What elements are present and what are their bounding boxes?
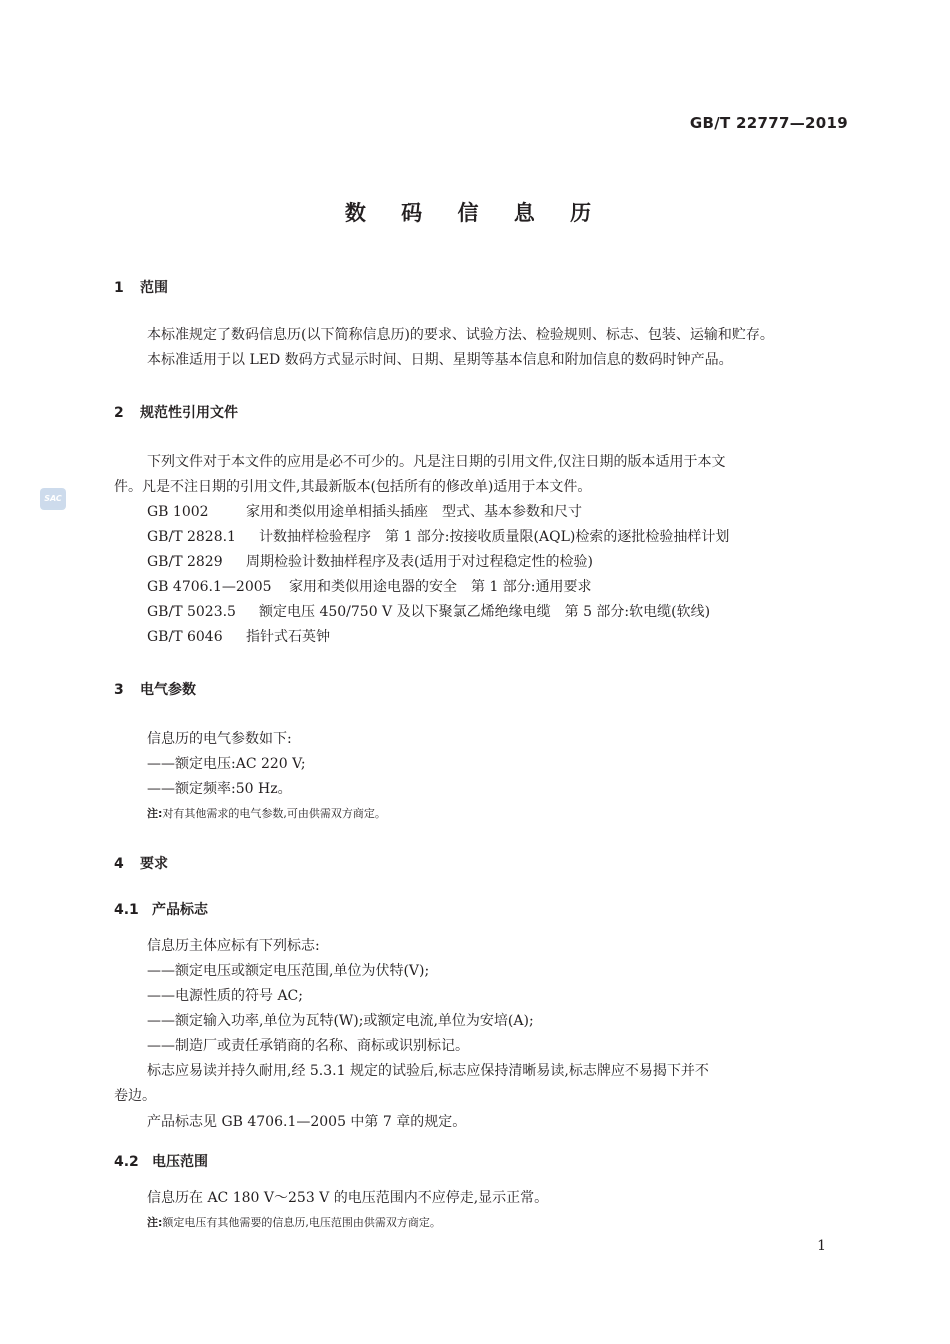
- normative-intro-line-2: 件。凡是不注日期的引用文件,其最新版本(包括所有的修改单)适用于本文件。: [114, 479, 592, 495]
- electrical-item: ——额定电压:AC 220 V;: [147, 756, 306, 772]
- standard-code: GB/T 22777—2019: [689, 114, 848, 132]
- reference-item: [147, 500, 582, 525]
- reference-item: [147, 575, 592, 600]
- reference-code: GB/T 5023.5: [147, 604, 236, 620]
- section-3-heading: [114, 679, 196, 699]
- note-label: 注:: [147, 1216, 163, 1229]
- section-title: 电压范围: [152, 1154, 208, 1170]
- section-number: 2: [114, 405, 124, 421]
- reference-title: 指针式石英钟: [246, 629, 330, 645]
- marking-durability-line-2: 卷边。: [114, 1088, 156, 1104]
- electrical-note: [147, 805, 386, 821]
- reference-title: 家用和类似用途单相插头插座 型式、基本参数和尺寸: [246, 504, 582, 520]
- scope-paragraph-2: 本标准适用于以 LED 数码方式显示时间、日期、星期等基本信息和附加信息的数码时钟产品。: [147, 352, 733, 368]
- voltage-range-note: [147, 1214, 441, 1230]
- section-number: 1: [114, 280, 124, 296]
- marking-item: ——额定电压或额定电压范围,单位为伏特(V);: [147, 963, 430, 979]
- note-text: 对有其他需求的电气参数,可由供需双方商定。: [162, 807, 386, 820]
- section-2-heading: [114, 402, 238, 422]
- section-title: 要求: [140, 856, 168, 872]
- reference-code: GB/T 2829: [147, 554, 223, 570]
- marking-item: ——电源性质的符号 AC;: [147, 988, 303, 1004]
- section-4-2-heading: [114, 1151, 208, 1171]
- section-1-heading: [114, 277, 168, 297]
- electrical-intro: 信息历的电气参数如下:: [147, 731, 292, 747]
- reference-code: GB 4706.1—2005: [147, 579, 272, 595]
- marking-intro: 信息历主体应标有下列标志:: [147, 938, 320, 954]
- section-title: 范围: [140, 280, 168, 296]
- section-4-1-heading: [114, 899, 208, 919]
- marking-item: ——制造厂或责任承销商的名称、商标或识别标记。: [147, 1038, 469, 1054]
- reference-code: GB 1002: [147, 504, 209, 520]
- section-4-heading: [114, 853, 168, 873]
- section-number: 3: [114, 682, 124, 698]
- marking-reference: 产品标志见 GB 4706.1—2005 中第 7 章的规定。: [147, 1114, 467, 1130]
- reference-title: 计数抽样检验程序 第 1 部分:按接收质量限(AQL)检索的逐批检验抽样计划: [259, 529, 730, 545]
- reference-title: 额定电压 450/750 V 及以下聚氯乙烯绝缘电缆 第 5 部分:软电缆(软线): [259, 604, 711, 620]
- section-number: 4.1: [114, 902, 139, 918]
- electrical-item: ——额定频率:50 Hz。: [147, 781, 292, 797]
- note-label: 注:: [147, 807, 163, 820]
- section-title: 产品标志: [152, 902, 208, 918]
- document-title: 数 码 信 息 历: [344, 201, 606, 225]
- reference-code: GB/T 2828.1: [147, 529, 236, 545]
- page-number: 1: [817, 1238, 826, 1254]
- reference-item: [147, 550, 593, 575]
- reference-item: [147, 625, 330, 650]
- section-title: 电气参数: [140, 682, 196, 698]
- note-text: 额定电压有其他需要的信息历,电压范围由供需双方商定。: [162, 1216, 441, 1229]
- voltage-range-paragraph: 信息历在 AC 180 V～253 V 的电压范围内不应停走,显示正常。: [147, 1190, 549, 1206]
- section-title: 规范性引用文件: [140, 405, 238, 421]
- normative-intro-line-1: 下列文件对于本文件的应用是必不可少的。凡是注日期的引用文件,仅注日期的版本适用于本文: [147, 454, 726, 470]
- section-number: 4.2: [114, 1154, 139, 1170]
- reference-item: [147, 525, 729, 550]
- reference-title: 周期检验计数抽样程序及表(适用于对过程稳定性的检验): [246, 554, 593, 570]
- marking-durability-line-1: 标志应易读并持久耐用,经 5.3.1 规定的试验后,标志应保持清晰易读,标志牌应不易揭下并不: [147, 1063, 709, 1079]
- reference-title: 家用和类似用途电器的安全 第 1 部分:通用要求: [289, 579, 592, 595]
- scope-paragraph-1: 本标准规定了数码信息历(以下简称信息历)的要求、试验方法、检验规则、标志、包装、运输和贮存。: [147, 327, 774, 343]
- marking-item: ——额定输入功率,单位为瓦特(W);或额定电流,单位为安培(A);: [147, 1013, 534, 1029]
- sac-watermark-logo: SAC: [40, 488, 66, 510]
- reference-code: GB/T 6046: [147, 629, 223, 645]
- section-number: 4: [114, 856, 124, 872]
- reference-item: [147, 600, 710, 625]
